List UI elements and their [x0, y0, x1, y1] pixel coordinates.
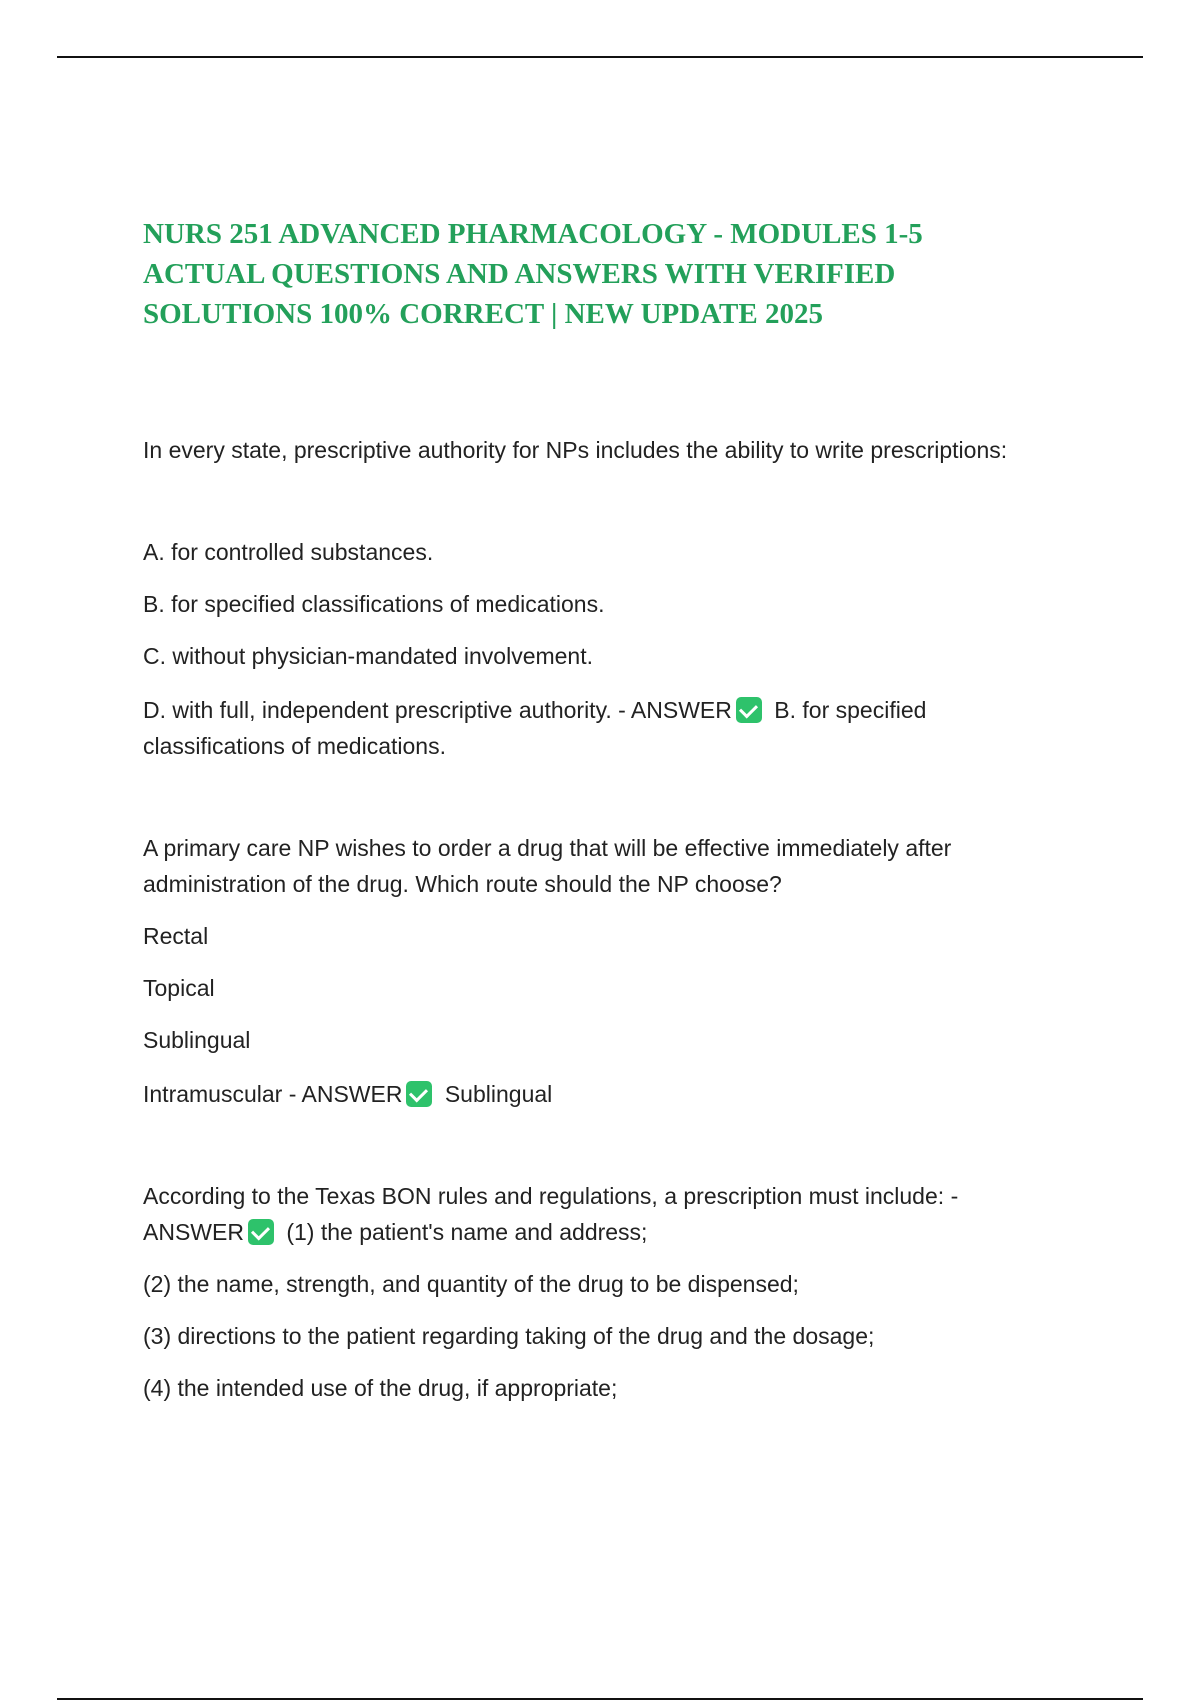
check-icon [736, 697, 762, 723]
check-icon [406, 1081, 432, 1107]
question-2-stem: A primary care NP wishes to order a drug that will be effective immediately after administration of the drug. Which route should the NP choose? [143, 835, 952, 897]
question-2-option-2: Topical [143, 975, 215, 1001]
question-2-option-4: Intramuscular [143, 1081, 283, 1107]
check-icon [248, 1219, 274, 1245]
question-3-stem: According to the Texas BON rules and regulations, a prescription must include: [143, 1183, 945, 1209]
question-2-option-1: Rectal [143, 923, 209, 949]
document-title: NURS 251 ADVANCED PHARMACOLOGY - MODULES 1-5 ACTUAL QUESTIONS AND ANSWERS WITH VERIFIED SOLUTIONS 100% CORRECT | NEW UPDATE 2025 [143, 218, 923, 330]
question-1-answer: B. for specified classifications of medications. [143, 697, 927, 759]
question-3-answer-2: (2) the name, strength, and quantity of the drug to be dispensed; [143, 1271, 799, 1297]
question-3 [143, 1178, 1063, 1406]
question-1-stem: In every state, prescriptive authority for NPs includes the ability to write prescriptions: [143, 437, 1008, 463]
question-2-option-4-with-answer [143, 1076, 1063, 1112]
answer-marker: - ANSWER [618, 697, 732, 723]
question-3-stem-with-answer [143, 1178, 1063, 1250]
question-3-answer-4: (4) the intended use of the drug, if appropriate; [143, 1375, 618, 1401]
answer-marker: - ANSWER [143, 1183, 959, 1245]
question-2 [143, 830, 1063, 1112]
answer-marker: - ANSWER [288, 1081, 403, 1107]
question-1-option-b: B. for specified classifications of medications. [143, 591, 605, 617]
question-1-option-a: A. for controlled substances. [143, 539, 434, 565]
question-3-answer-1: (1) the patient's name and address; [286, 1219, 648, 1245]
header-rule [57, 56, 1143, 58]
question-1 [143, 432, 1063, 764]
question-1-option-d: D. with full, independent prescriptive authority. [143, 697, 612, 723]
question-1-option-d-with-answer [143, 692, 1063, 764]
question-2-option-3: Sublingual [143, 1027, 251, 1053]
question-2-answer: Sublingual [444, 1081, 553, 1107]
document-body [143, 214, 1063, 1406]
question-1-option-c: C. without physician-mandated involvement. [143, 643, 594, 669]
question-3-answer-3: (3) directions to the patient regarding taking of the drug and the dosage; [143, 1323, 875, 1349]
